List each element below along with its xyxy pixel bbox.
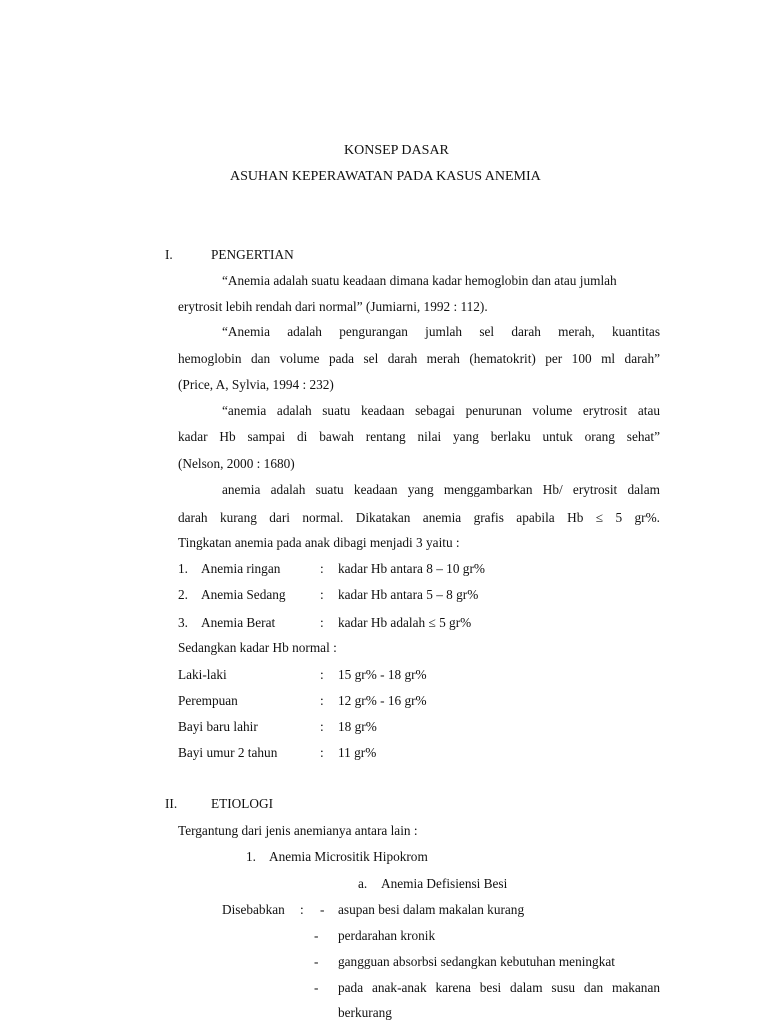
cause-separator: : <box>300 902 304 917</box>
list-item-number: 1. <box>246 849 256 864</box>
section-2-heading: ETIOLOGI <box>211 796 274 811</box>
sub-item-letter: a. <box>358 876 368 891</box>
level-value: kadar Hb antara 5 – 8 gr% <box>338 587 479 602</box>
bullet-dash: - <box>320 902 325 917</box>
normal-name: Bayi baru lahir <box>178 719 258 734</box>
bullet-dash: - <box>314 980 319 995</box>
etiologi-intro: Tergantung dari jenis anemianya antara lain : <box>178 823 418 838</box>
normal-value: 15 gr% - 18 gr% <box>338 667 427 682</box>
cause-label: Disebabkan <box>222 902 285 917</box>
para4-line2: darah kurang dari normal. Dikatakan anemia grafis apabila Hb ≤ 5 gr%. <box>178 510 660 525</box>
level-separator: : <box>320 615 324 630</box>
cause-text: pada anak-anak karena besi dalam susu dan makanan <box>338 980 660 995</box>
bullet-dash: - <box>314 928 319 943</box>
level-name: Anemia Berat <box>201 615 276 630</box>
level-number: 2. <box>178 587 188 602</box>
normal-name: Laki-laki <box>178 667 227 682</box>
bullet-dash: - <box>314 954 319 969</box>
section-1-number: I. <box>165 247 173 262</box>
normal-separator: : <box>320 693 324 708</box>
cause-text: gangguan absorbsi sedangkan kebutuhan meningkat <box>338 954 615 969</box>
para4-line3: Tingkatan anemia pada anak dibagi menjadi 3 yaitu : <box>178 535 460 550</box>
normal-name: Perempuan <box>178 693 238 708</box>
level-number: 1. <box>178 561 188 576</box>
level-name: Anemia ringan <box>201 561 281 576</box>
normal-intro: Sedangkan kadar Hb normal : <box>178 640 337 655</box>
normal-separator: : <box>320 719 324 734</box>
sub-item-anemia-defisiensi: Anemia Defisiensi Besi <box>381 876 508 891</box>
normal-value: 12 gr% - 16 gr% <box>338 693 427 708</box>
level-value: kadar Hb antara 8 – 10 gr% <box>338 561 485 576</box>
para2-line3: (Price, A, Sylvia, 1994 : 232) <box>178 377 334 392</box>
para3-line2: kadar Hb sampai di bawah rentang nilai yang berlaku untuk orang sehat” <box>178 429 660 444</box>
para2-line2: hemoglobin dan volume pada sel darah merah (hematokrit) per 100 ml darah” <box>178 351 660 366</box>
cause-text-continuation: berkurang <box>338 1005 392 1020</box>
normal-value: 18 gr% <box>338 719 377 734</box>
para1-line2: erytrosit lebih rendah dari normal” (Jumiarni, 1992 : 112). <box>178 299 488 314</box>
level-separator: : <box>320 587 324 602</box>
level-value: kadar Hb adalah ≤ 5 gr% <box>338 615 472 630</box>
para1-line1: “Anemia adalah suatu keadaan dimana kadar hemoglobin dan atau jumlah <box>222 273 617 288</box>
normal-name: Bayi umur 2 tahun <box>178 745 278 760</box>
section-2-number: II. <box>165 796 178 811</box>
normal-separator: : <box>320 745 324 760</box>
para3-line3: (Nelson, 2000 : 1680) <box>178 456 295 471</box>
para3-line1: “anemia adalah suatu keadaan sebagai penurunan volume erytrosit atau <box>222 403 660 418</box>
para2-line1: “Anemia adalah pengurangan jumlah sel darah merah, kuantitas <box>222 324 660 339</box>
level-separator: : <box>320 561 324 576</box>
level-number: 3. <box>178 615 188 630</box>
list-item-anemia-microsytik: Anemia Micrositik Hipokrom <box>269 849 428 864</box>
cause-text: perdarahan kronik <box>338 928 436 943</box>
title-line-2: ASUHAN KEPERAWATAN PADA KASUS ANEMIA <box>230 169 541 184</box>
para4-line1: anemia adalah suatu keadaan yang menggambarkan Hb/ erytrosit dalam <box>222 482 660 497</box>
normal-separator: : <box>320 667 324 682</box>
level-name: Anemia Sedang <box>201 587 286 602</box>
cause-text: asupan besi dalam makalan kurang <box>338 902 525 917</box>
section-1-heading: PENGERTIAN <box>211 247 294 262</box>
title-line-1: KONSEP DASAR <box>344 143 449 158</box>
normal-value: 11 gr% <box>338 745 377 760</box>
